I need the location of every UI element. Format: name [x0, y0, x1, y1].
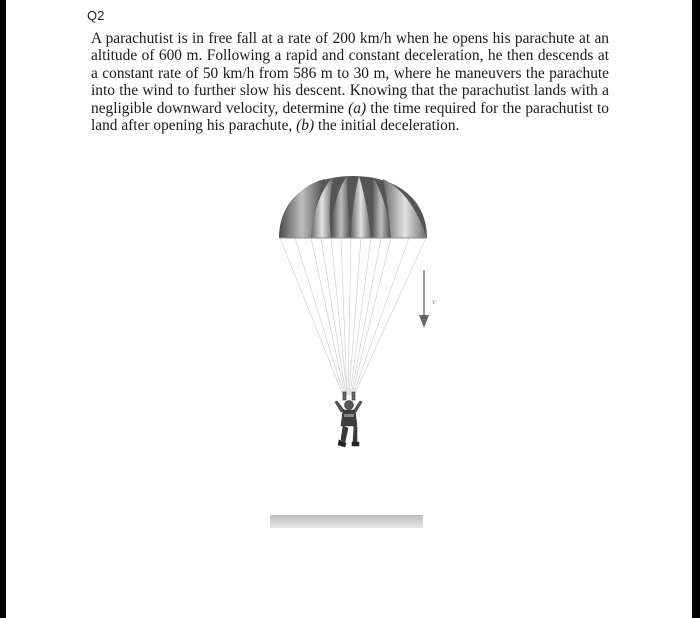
parachute-figure	[255, 170, 455, 540]
velocity-arrow	[419, 270, 429, 328]
parachute-illustration	[255, 170, 455, 540]
problem-line: altitude of 600 m. Following a rapid and constant deceleration, he then descends at	[91, 47, 609, 65]
question-label: Q2	[87, 8, 105, 23]
part-b-marker: (b)	[296, 117, 315, 135]
suspension-lines	[280, 238, 426, 395]
ground-surface	[270, 515, 423, 528]
right-border	[692, 0, 700, 618]
velocity-label: v	[432, 297, 436, 306]
problem-line: A parachutist is in free fall at a rate of 200 km/h when he opens his parachute at an	[91, 30, 609, 47]
canopy	[279, 176, 427, 238]
problem-line: negligible downward velocity, determine (a) the time required for the parachutist to	[91, 99, 609, 117]
problem-line: a constant rate of 50 km/h from 586 m to 30 m, where he maneuvers the parachute	[91, 64, 609, 82]
left-border	[0, 0, 6, 618]
problem-line: land after opening his parachute, (b) the initial deceleration.	[91, 117, 460, 135]
problem-line: into the wind to further slow his descent. Knowing that the parachutist lands with a	[91, 82, 609, 100]
parachutist	[335, 392, 362, 447]
part-a-marker: (a)	[348, 99, 367, 117]
problem-statement	[91, 30, 609, 134]
